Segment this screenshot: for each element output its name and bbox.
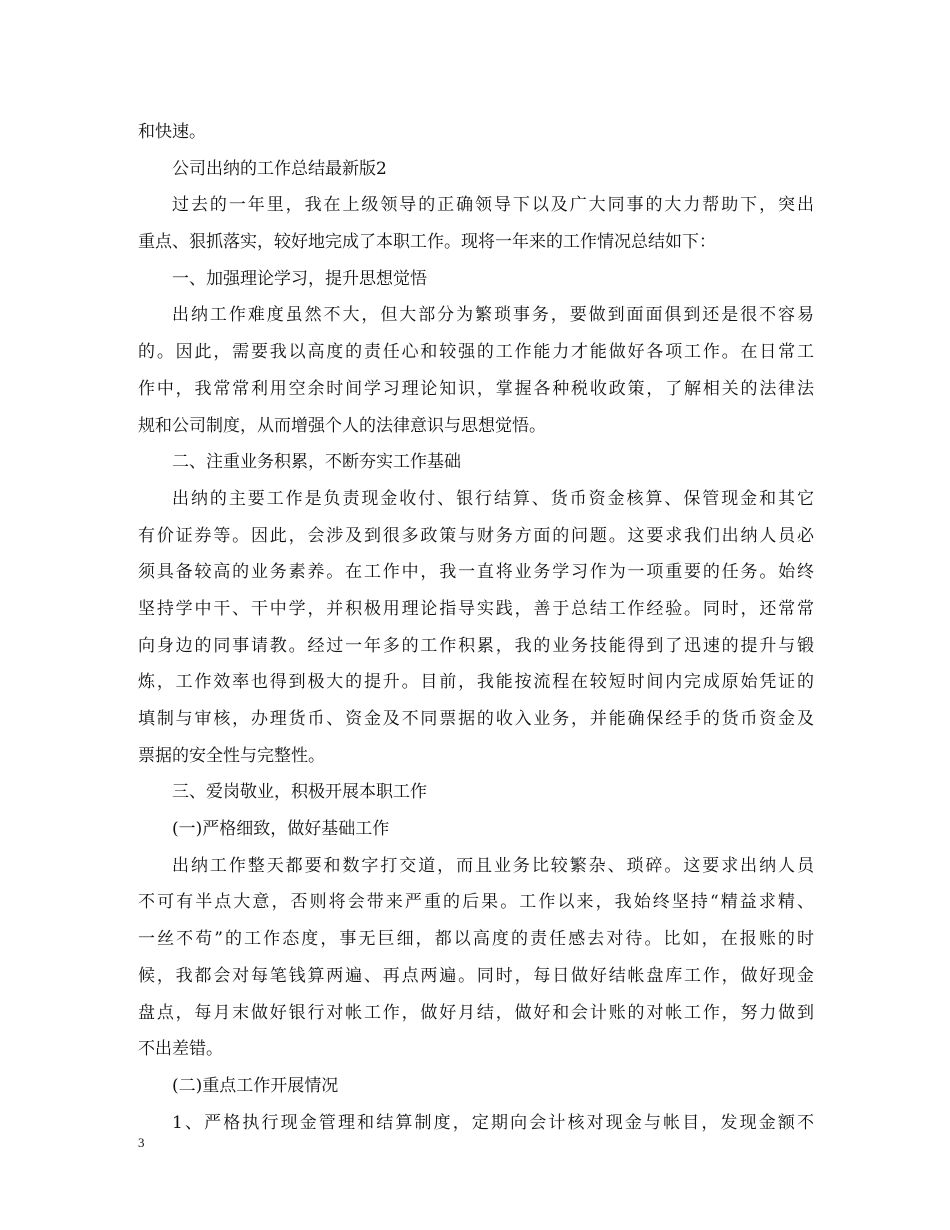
text-line: 出纳的主要工作是负责现金收付、银行结算、货币资金核算、保管现金和其它 [172,488,814,509]
text-line: 不可有半点大意，否则将会带来严重的后果。工作以来，我始终坚持“精益求精、 [138,892,814,913]
document-body [138,114,814,1141]
text-line: 填制与审核，办理货币、资金及不同票据的收入业务，并能确保经手的货币资金及 [138,709,814,729]
text-line: 向身边的同事请教。经过一年多的工作积累，我的业务技能得到了迅速的提升与锻 [138,635,814,656]
text-line: 坚持学中干、干中学，并积极用理论指导实践，善于总结工作经验。同时，还常常 [138,598,814,619]
paragraph-heading: 公司出纳的工作总结最新版2 [172,158,387,179]
text-line: 须具备较高的业务素养。在工作中，我一直将业务学习作为一项重要的任务。始终 [138,562,814,583]
text-line: 和快速。 [138,122,206,142]
text-line: 规和公司制度，从而增强个人的法律意识与思想觉悟。 [138,415,546,436]
text-line: 盘点，每月末做好银行对帐工作，做好月结，做好和会计账的对帐工作，努力做到 [138,1002,814,1023]
section-heading: 一、加强理论学习，提升思想觉悟 [172,268,427,289]
subsection-heading: (二)重点工作开展情况 [172,1075,339,1096]
text-line: 出纳工作整天都要和数字打交道，而且业务比较繁杂、琐碎。这要求出纳人员 [172,855,814,876]
section-heading: 二、注重业务积累，不断夯实工作基础 [172,452,461,473]
text-line: 1、严格执行现金管理和结算制度，定期向会计核对现金与帐目，发现金额不 [172,1112,814,1133]
text-line: 不出差错。 [138,1039,223,1060]
text-line: 出纳工作难度虽然不大，但大部分为繁琐事务，要做到面面俱到还是很不容易 [172,305,814,326]
page-number: 3 [138,1135,145,1150]
text-line: 重点、狠抓落实，较好地完成了本职工作。现将一年来的工作情况总结如下： [138,232,716,253]
text-line: 的。因此，需要我以高度的责任心和较强的工作能力才能做好各项工作。在日常工 [138,342,814,363]
section-heading: 三、爱岗敬业，积极开展本职工作 [172,782,427,803]
text-line: 有价证券等。因此，会涉及到很多政策与财务方面的问题。这要求我们出纳人员必 [138,525,814,546]
text-line: 一丝不苟”的工作态度，事无巨细，都以高度的责任感去对待。比如，在报账的时 [138,929,814,950]
text-line: 候，我都会对每笔钱算两遍、再点两遍。同时，每日做好结帐盘库工作，做好现金 [138,965,814,986]
subsection-heading: (一)严格细致，做好基础工作 [172,819,390,840]
text-line: 作中，我常常利用空余时间学习理论知识，掌握各种税收政策，了解相关的法律法 [138,378,814,399]
text-line: 炼，工作效率也得到极大的提升。目前，我能按流程在较短时间内完成原始凭证的 [138,672,814,693]
text-line: 票据的安全性与完整性。 [138,745,325,766]
text-line: 过去的一年里，我在上级领导的正确领导下以及广大同事的大力帮助下，突出 [172,195,814,216]
